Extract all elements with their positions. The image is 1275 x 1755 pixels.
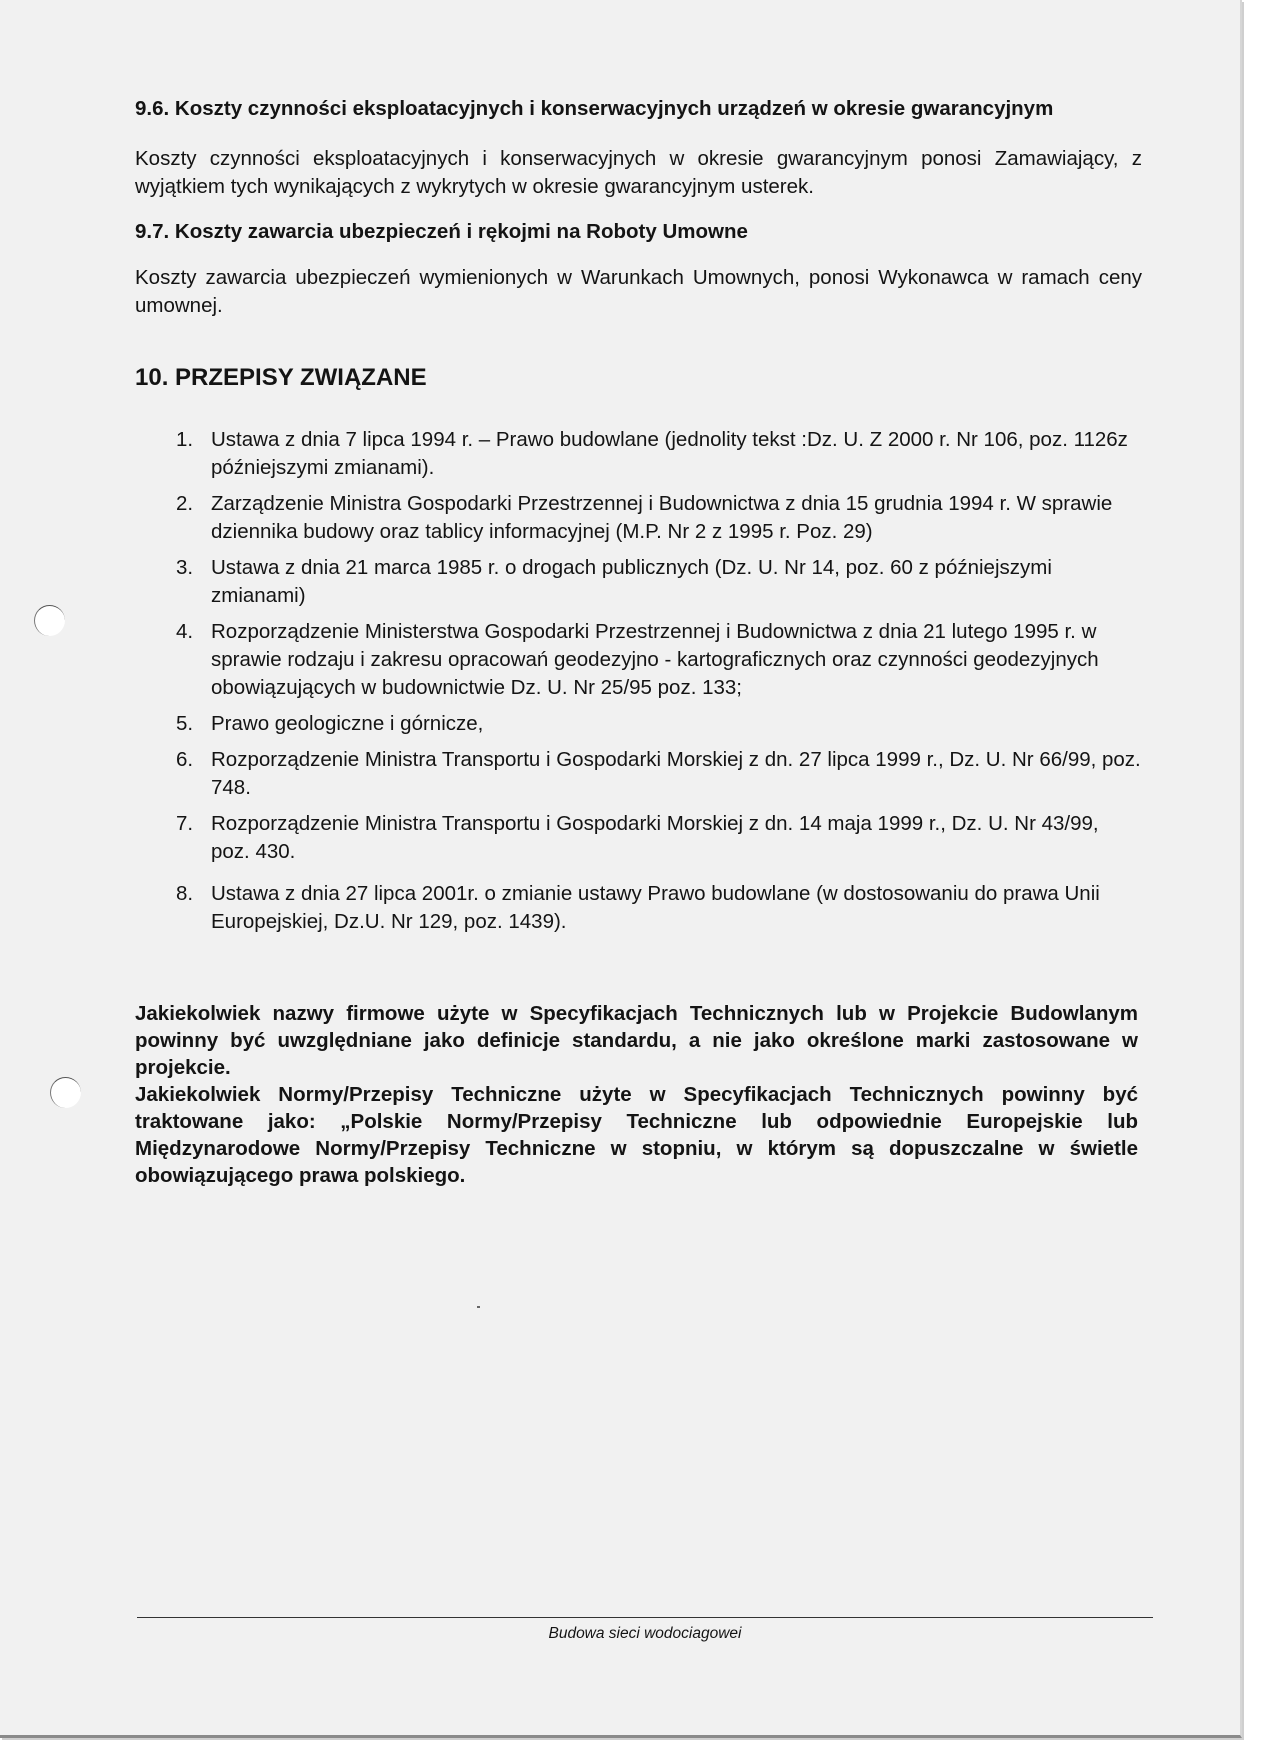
list-item-text: Rozporządzenie Ministra Transportu i Gospodarki Morskiej z dn. 27 lipca 1999 r., Dz. U. Nr 66/99, poz. 748. — [211, 748, 1141, 799]
punch-hole — [50, 1077, 81, 1108]
list-item-number: 8. — [176, 882, 194, 905]
document-content — [135, 94, 1142, 1189]
list-item-number: 6. — [176, 748, 194, 771]
list-item-number: 1. — [176, 428, 194, 451]
standards-notice — [135, 1000, 1138, 1189]
list-item-number: 7. — [176, 812, 194, 835]
list-item-text: Ustawa z dnia 27 lipca 2001r. o zmianie ustawy Prawo budowlane (w dostosowaniu do prawa Unii Europejskiej, Dz.U. Nr 129, poz. 1439). — [211, 882, 1100, 933]
list-item — [135, 554, 1142, 610]
list-item-number: 4. — [176, 620, 194, 643]
list-item — [135, 618, 1142, 702]
list-item-text: Ustawa z dnia 7 lipca 1994 r. – Prawo budowlane (jednolity tekst :Dz. U. Z 2000 r. Nr 106, poz. 1126z późniejszymi zmianami). — [211, 428, 1128, 479]
list-item-number: 5. — [176, 712, 194, 735]
section-9-6-body: Koszty czynności eksploatacyjnych i konserwacyjnych w okresie gwarancyjnym ponosi Zamawiający, z wyjątkiem tych wynikających z wykrytych w okresie gwarancyjnym usterek. — [135, 147, 1142, 198]
list-item-number: 3. — [176, 556, 194, 579]
notice-paragraph-brand-names: Jakiekolwiek nazwy firmowe użyte w Specyfikacjach Technicznych lub w Projekcie Budowlanym powinny być uwzględniane jako definicje standardu, a nie jako określone marki zastosowane w projekcie. — [135, 1002, 1138, 1079]
scan-speck — [477, 1306, 480, 1308]
footer-title: Budowa sieci wodociagowei — [548, 1625, 742, 1642]
punch-hole — [34, 605, 65, 636]
list-item — [135, 710, 1142, 738]
list-item-text: Rozporządzenie Ministerstwa Gospodarki Przestrzennej i Budownictwa z dnia 21 lutego 1995 r. w sprawie rodzaju i zakresu opracowań geodezyjno - kartograficznych oraz czynności geodezyjnych obowiązujących w budownictwie Dz. U. Nr 25/95 poz. 133; — [211, 620, 1099, 699]
list-item-text: Prawo geologiczne i górnicze, — [211, 712, 484, 735]
list-item-text: Ustawa z dnia 21 marca 1985 r. o drogach publicznych (Dz. U. Nr 14, poz. 60 z późniejszymi zmianami) — [211, 556, 1052, 607]
list-item-text: Rozporządzenie Ministra Transportu i Gospodarki Morskiej z dn. 14 maja 1999 r., Dz. U. Nr 43/99, poz. 430. — [211, 812, 1099, 863]
notice-paragraph-standards: Jakiekolwiek Normy/Przepisy Techniczne użyte w Specyfikacjach Technicznych powinny być traktowane jako: „Polskie Normy/Przepisy Techniczne lub odpowiednie Europejskie lub Międzynarodowe Normy/Przepisy Techniczne w stopniu, w którym są dopuszczalne w świetle obowiązującego prawa polskiego. — [135, 1083, 1138, 1187]
list-item — [135, 880, 1142, 936]
regulations-list — [135, 426, 1142, 936]
list-item — [135, 426, 1142, 482]
section-9-6-title: 9.6. Koszty czynności eksploatacyjnych i konserwacyjnych urządzeń w okresie gwarancyjnym — [135, 97, 1054, 120]
section-10-title: 10. PRZEPISY ZWIĄZANE — [135, 364, 427, 391]
list-item — [135, 810, 1142, 866]
section-9-7-body: Koszty zawarcia ubezpieczeń wymienionych w Warunkach Umownych, ponosi Wykonawca w ramach ceny umownej. — [135, 266, 1142, 317]
footer-divider — [137, 1617, 1153, 1618]
list-item-text: Zarządzenie Ministra Gospodarki Przestrzennej i Budownictwa z dnia 15 grudnia 1994 r. W sprawie dziennika budowy oraz tablicy informacyjnej (M.P. Nr 2 z 1995 r. Poz. 29) — [211, 492, 1113, 543]
list-item-number: 2. — [176, 492, 194, 515]
list-item — [135, 490, 1142, 546]
section-9-7-title: 9.7. Koszty zawarcia ubezpieczeń i rękojmi na Roboty Umowne — [135, 220, 748, 243]
list-item — [135, 746, 1142, 802]
